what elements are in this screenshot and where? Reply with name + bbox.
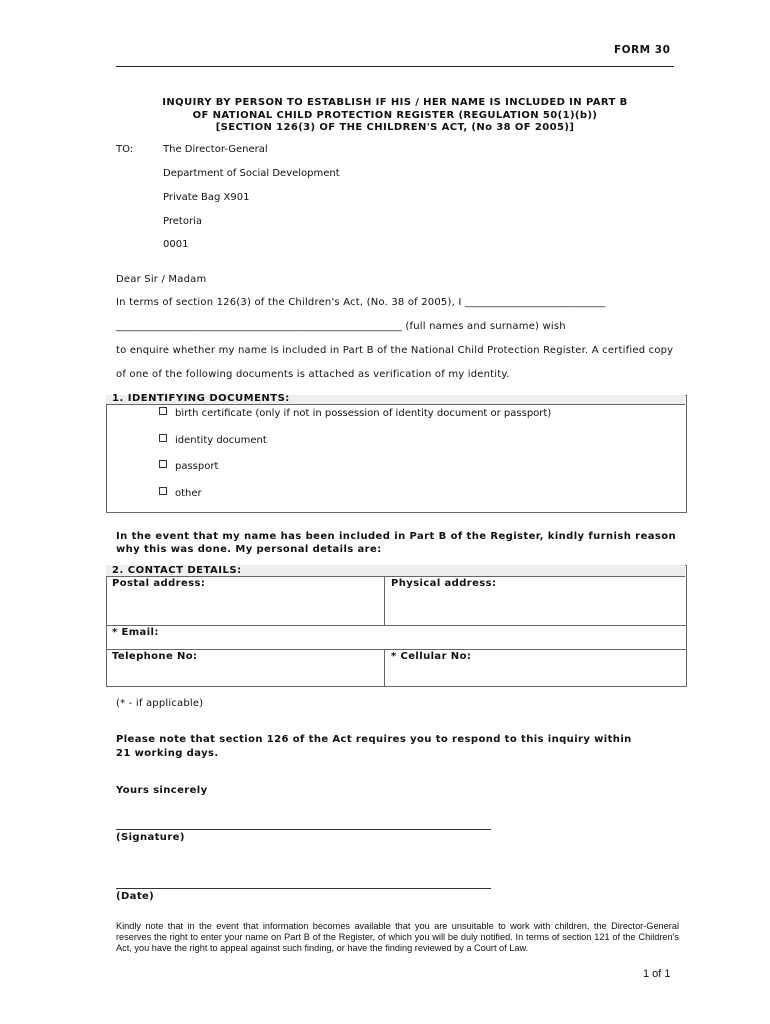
signature-label: (Signature) bbox=[116, 832, 185, 843]
closing: Yours sincerely bbox=[116, 785, 208, 796]
option-label: passport bbox=[175, 461, 219, 472]
notice-line-1: Please note that section 126 of the Act requires you to respond to this inquiry within bbox=[116, 734, 632, 745]
form-number: FORM 30 bbox=[614, 44, 671, 56]
event-statement: In the event that my name has been included in Part B of the Register, kindly furnish reason why this was done. My personal details are: bbox=[116, 531, 676, 555]
option-other[interactable] bbox=[159, 487, 202, 499]
cellular-field[interactable]: * Cellular No: bbox=[391, 651, 472, 662]
recipient-line: Pretoria bbox=[163, 216, 202, 227]
letter-line-1: In terms of section 126(3) of the Children's Act, (No. 38 of 2005), I ___________________________ bbox=[116, 297, 606, 308]
title-line-3: [SECTION 126(3) OF THE CHILDREN'S ACT, (No 38 OF 2005)] bbox=[215, 122, 575, 133]
recipient-line: 0001 bbox=[163, 239, 189, 250]
option-identity-document[interactable] bbox=[159, 434, 267, 446]
physical-address-field[interactable]: Physical address: bbox=[391, 578, 497, 589]
date-label: (Date) bbox=[116, 891, 155, 902]
recipient-line: Private Bag X901 bbox=[163, 192, 250, 203]
letter-line-3: to enquire whether my name is included in Part B of the National Child Protection Register. A certified copy bbox=[116, 345, 674, 356]
checkbox-icon[interactable] bbox=[159, 407, 167, 415]
response-notice bbox=[116, 733, 632, 761]
letter-line-2: _______________________________________________________ (full names and surname) wish bbox=[116, 321, 566, 332]
signature-line[interactable] bbox=[116, 829, 491, 830]
postal-address-field[interactable]: Postal address: bbox=[112, 578, 206, 589]
checkbox-icon[interactable] bbox=[159, 460, 167, 468]
option-birth-certificate[interactable] bbox=[159, 407, 551, 419]
option-label: birth certificate (only if not in possession of identity document or passport) bbox=[175, 408, 552, 419]
letter-line-4: of one of the following documents is attached as verification of my identity. bbox=[116, 369, 510, 380]
column-divider bbox=[384, 577, 385, 625]
option-passport[interactable] bbox=[159, 460, 218, 472]
salutation: Dear Sir / Madam bbox=[116, 274, 207, 285]
checkbox-icon[interactable] bbox=[159, 487, 167, 495]
identifying-documents-title: 1. IDENTIFYING DOCUMENTS: bbox=[112, 393, 290, 404]
option-label: other bbox=[175, 488, 202, 499]
notice-line-2: 21 working days. bbox=[116, 748, 219, 759]
header-divider bbox=[116, 66, 674, 67]
page-number: 1 of 1 bbox=[643, 968, 671, 980]
title-line-2: OF NATIONAL CHILD PROTECTION REGISTER (REGULATION 50(1)(b)) bbox=[192, 109, 598, 121]
row-divider bbox=[106, 625, 686, 626]
date-line[interactable] bbox=[116, 888, 491, 889]
applicable-footnote: (* - if applicable) bbox=[116, 698, 204, 709]
option-label: identity document bbox=[175, 435, 267, 446]
form-title bbox=[116, 97, 674, 135]
telephone-field[interactable]: Telephone No: bbox=[112, 651, 198, 662]
recipient-line: Department of Social Development bbox=[163, 168, 340, 179]
email-field[interactable]: * Email: bbox=[112, 627, 159, 638]
row-divider bbox=[106, 649, 686, 650]
recipient-line: The Director-General bbox=[163, 144, 268, 155]
column-divider bbox=[384, 649, 385, 686]
contact-details-title: 2. CONTACT DETAILS: bbox=[112, 565, 242, 576]
checkbox-icon[interactable] bbox=[159, 434, 167, 442]
title-line-1: INQUIRY BY PERSON TO ESTABLISH IF HIS / HER NAME IS INCLUDED IN PART B bbox=[162, 97, 628, 108]
to-label: TO: bbox=[116, 144, 134, 155]
footer-note: Kindly note that in the event that information becomes available that you are unsuitable to work with children, the Director-General reserves the right to enter your name on Part B of the Register, of which you will be duly notified. In terms of section 121 of the Children's Act, you have the right to appeal against such finding, or have the finding reviewed by a Court of Law. bbox=[116, 921, 679, 953]
